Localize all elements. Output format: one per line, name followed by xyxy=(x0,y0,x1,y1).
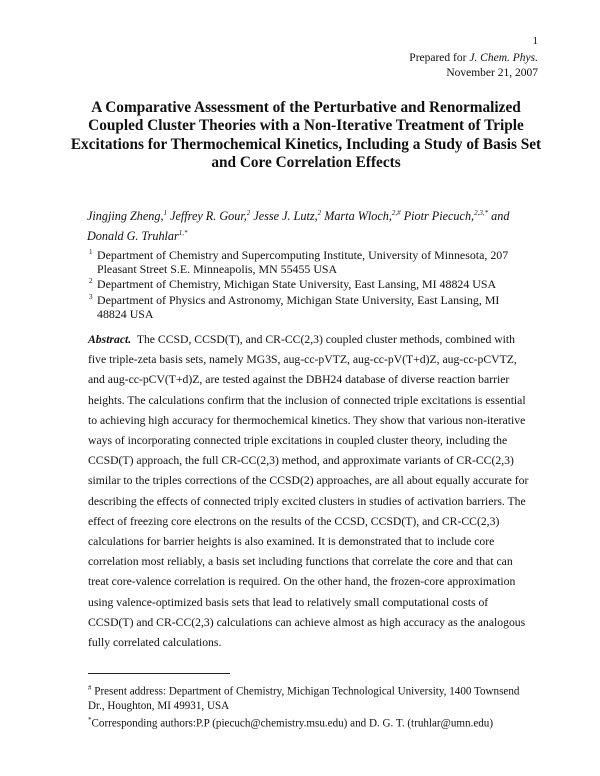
affiliation xyxy=(87,293,532,321)
prepared-for-line xyxy=(409,51,538,66)
affiliation-number: 3 xyxy=(89,292,93,301)
abstract-label: Abstract. xyxy=(88,333,132,346)
footnote-text: Corresponding authors:P.P (piecuch@chemistry.msu.edu) and D. G. T. (truhlar@umn.edu) xyxy=(91,717,494,730)
author: Piotr Piecuch,$^{2,3,*}$ and xyxy=(403,209,510,224)
footnotes xyxy=(88,681,538,730)
author-list xyxy=(87,205,527,245)
affiliation-list xyxy=(87,248,532,322)
footnote-mark: # xyxy=(88,684,92,692)
submission-info xyxy=(409,51,538,81)
author: Donald G. Truhlar$^{1,*}$ xyxy=(87,229,188,244)
author-affil-mark: 2 xyxy=(246,209,251,217)
affiliation-number: 1 xyxy=(89,248,93,256)
author-affil-mark: 1,* xyxy=(178,229,188,238)
author-affil-mark: 2,# xyxy=(391,209,401,217)
journal-name: J. Chem. Phys. xyxy=(469,52,538,64)
footnote-mark: * xyxy=(88,715,92,724)
affiliation-number: 2 xyxy=(89,277,93,286)
author: Jeffrey R. Gour,$^2$ xyxy=(170,209,251,224)
affiliation-text: Department of Chemistry, Michigan State University, East Lansing, MI 48824 USA xyxy=(97,277,497,292)
footnote-divider xyxy=(88,673,230,674)
author: Jesse J. Lutz,$^2$ xyxy=(253,209,322,224)
footnote xyxy=(88,713,538,731)
author-affil-mark: 2 xyxy=(317,209,322,217)
prepared-prefix: Prepared for xyxy=(409,52,470,64)
author: Marta Wloch,$^{2,\#}$ xyxy=(324,209,401,224)
paper-title: A Comparative Assessment of the Perturbative and Renormalized Coupled Cluster Theories with a Non-Iterative Treatment of Triple Excitations for Thermochemical Kinetics, Including a Study of Basis Set and Core Correlation Effects xyxy=(70,99,542,172)
footnote xyxy=(88,681,538,713)
submission-date: November 21, 2007 xyxy=(446,67,538,79)
affiliation-text: Department of Chemistry and Supercomputing Institute, University of Minnesota, 207 Pleasant Street S.E. Minneapolis, MN 55455 USA xyxy=(97,248,509,277)
abstract-text: The CCSD, CCSD(T), and CR-CC(2,3) coupled cluster methods, combined with five triple-zeta basis sets, namely MG3S, aug-cc-pVTZ, aug-cc-pV(T+d)Z, aug-cc-pCVTZ, and aug-cc-pCV(T+d)Z, are tested against the DBH24 database of diverse reaction barrier heights. The calculations confirm that the inclusion of connected triple excitations is essential to achieving high accuracy for thermochemical kinetics. They show that various non-iterative ways of incorporating connected triple excitations in coupled cluster theory, including the CCSD(T) approach, the full CR-CC(2,3) method, and approximate variants of CR-CC(2,3) similar to the triples corrections of the CCSD(2) approaches, are all about equally accurate for describing the effects of connected triply excited clusters in studies of activation barriers. The effect of freezing core electrons on the results of the CCSD, CCSD(T), and CR-CC(2,3) calculations for barrier heights is also examined. It is demonstrated that to include core correlation most reliably, a basis set including functions that correlate the core and that can treat core-valence correlation is required. On the other hand, the frozen-core approximation using valence-optimized basis sets that lead to relatively small computational costs of CCSD(T) and CR-CC(2,3) calculations can achieve almost as high accuracy as the analogous fully correlated calculations. xyxy=(88,333,529,650)
author-affil-mark: 2,3,* xyxy=(474,209,489,217)
affiliation xyxy=(87,248,532,276)
affiliation-text: Department of Physics and Astronomy, Michigan State University, East Lansing, MI 48824 USA xyxy=(97,292,500,321)
affiliation xyxy=(87,277,532,291)
page-number: 1 xyxy=(532,35,538,47)
footnote-text: Present address: Department of Chemistry, Michigan Technological University, 1400 Townsend Dr., Houghton, MI 49931, USA xyxy=(88,685,520,712)
abstract xyxy=(88,330,534,653)
author: Jingjing Zheng,$^1$ xyxy=(87,209,168,224)
author-affil-mark: 1 xyxy=(163,209,168,217)
